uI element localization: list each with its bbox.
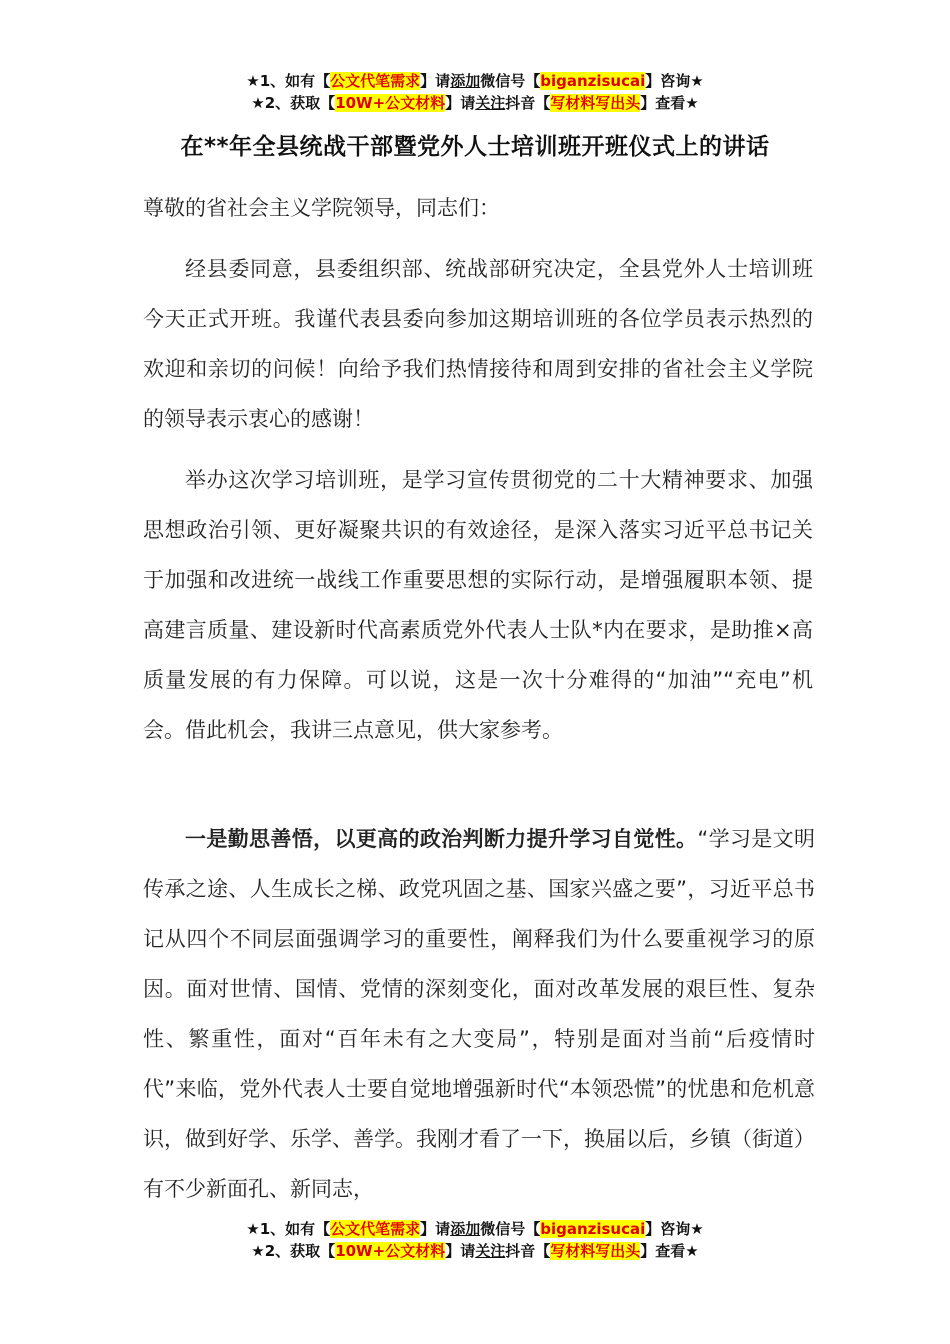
promo-text: 微信号【 [480, 72, 541, 90]
paragraph-3-body: “学习是文明传承之途、人生成长之梯、政党巩固之基、国家兴盛之要”，习近平总书记从四个不同层面强调学习的重要性，阐释我们为什么要重视学习的原因。面对世情、国情、党情的深刻变化，面对改革发展的艰巨性、复杂性、繁重性，面对“百年未有之大变局”，特别是面对当前“后疫情时代”来临，党外代表人士要自觉地增强新时代“本领恐慌”的忧患和危机意识，做到好学、乐学、善学。我刚才看了一下，换届以后，乡镇（街道）有不少新面孔、新同志， [143, 827, 815, 1201]
paragraph-2: 举办这次学习培训班，是学习宣传贯彻党的二十大精神要求、加强思想政治引领、更好凝聚共识的有效途径，是深入落实习近平总书记关于加强和改进统一战线工作重要思想的实际行动，是增强履职本领、提高建言质量、建设新时代高素质党外代表人士队*内在要求，是助推×高质量发展的有力保障。可以说，这是一次十分难得的“加油”“充电”机会。借此机会，我讲三点意见，供大家参考。 [143, 468, 813, 742]
promo-wechat-id: biganzisucai [540, 1220, 646, 1238]
promo-underline: 关注 [475, 94, 506, 112]
promo-douyin-id: 写材料写出头 [550, 1242, 641, 1260]
promo-text: 】咨询★ [645, 1220, 704, 1238]
promo-banner-top [0, 70, 950, 114]
promo-text: ★1、如有【 [246, 72, 331, 90]
promo-text: 抖音【 [505, 94, 551, 112]
promo-text: 】请 [420, 72, 451, 90]
promo-banner-bottom [0, 1218, 950, 1262]
promo-underline: 添加 [450, 72, 481, 90]
promo-text: 】查看★ [640, 1242, 699, 1260]
promo-text: ★2、获取【 [251, 1242, 336, 1260]
promo-highlight: 公文代笔需求 [330, 1220, 421, 1238]
document-title: 在**年全县统战干部暨党外人士培训班开班仪式上的讲话 [180, 134, 770, 160]
promo-text: ★1、如有【 [246, 1220, 331, 1238]
promo-douyin-id: 写材料写出头 [550, 94, 641, 112]
promo-underline: 添加 [450, 1220, 481, 1238]
promo-text: 抖音【 [505, 1242, 551, 1260]
promo-underline: 关注 [475, 1242, 506, 1260]
paragraph-1: 经县委同意，县委组织部、统战部研究决定，全县党外人士培训班今天正式开班。我谨代表县委向参加这期培训班的各位学员表示热烈的欢迎和亲切的问候！向给予我们热情接待和周到安排的省社会主义学院的领导表示衷心的感谢！ [143, 257, 813, 431]
promo-line-2 [0, 1240, 950, 1262]
promo-highlight: 10W+公文材料 [335, 1242, 446, 1260]
promo-highlight: 公文代笔需求 [330, 72, 421, 90]
paragraph-3 [143, 814, 815, 1214]
promo-text: 微信号【 [480, 1220, 541, 1238]
salutation: 尊敬的省社会主义学院领导，同志们： [143, 196, 500, 220]
promo-line-1 [0, 1218, 950, 1240]
promo-text: 】请 [420, 1220, 451, 1238]
promo-wechat-id: biganzisucai [540, 72, 646, 90]
promo-line-2 [0, 92, 950, 114]
promo-text: 】咨询★ [645, 72, 704, 90]
promo-text: 】请 [445, 1242, 476, 1260]
paragraph-3-heading: 一是勤思善悟，以更高的政治判断力提升学习自觉性。 [185, 827, 698, 851]
promo-text: 】查看★ [640, 94, 699, 112]
promo-line-1 [0, 70, 950, 92]
promo-text: ★2、获取【 [251, 94, 336, 112]
promo-text: 】请 [445, 94, 476, 112]
promo-highlight: 10W+公文材料 [335, 94, 446, 112]
